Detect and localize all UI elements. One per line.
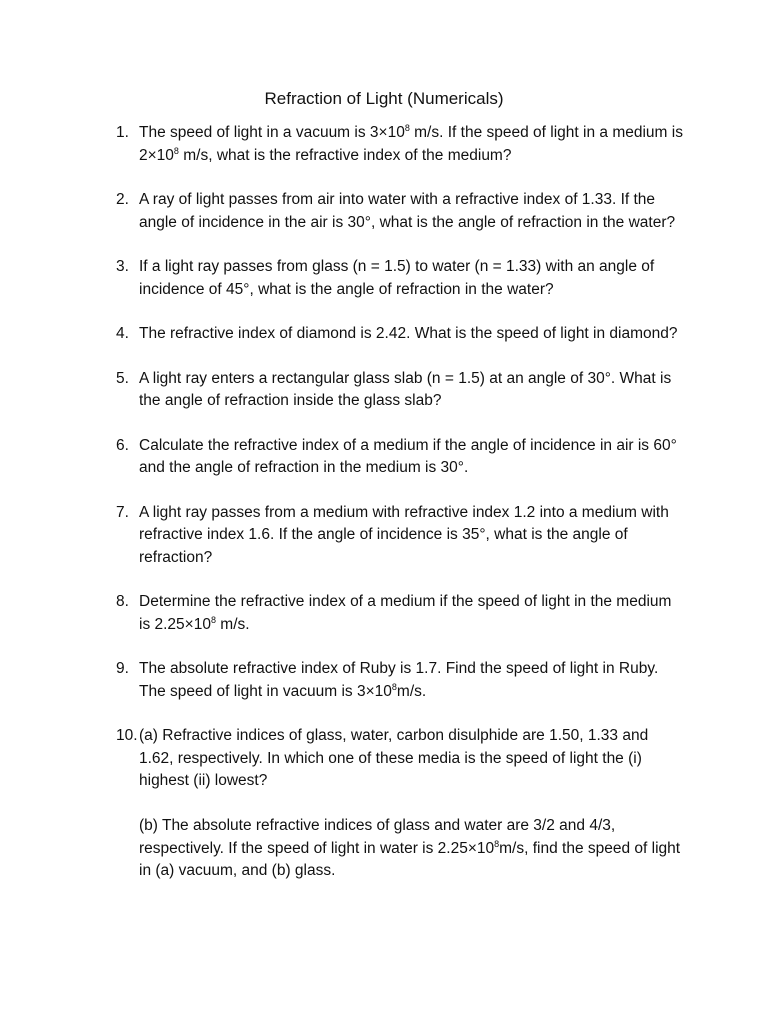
question-body bbox=[139, 725, 684, 883]
text-run: m/s, what is the refractive index of the medium? bbox=[178, 146, 512, 164]
question-number: 3. bbox=[116, 258, 129, 275]
question-body bbox=[139, 658, 684, 703]
superscript-exponent: 8 bbox=[404, 123, 410, 133]
question-body bbox=[139, 323, 684, 346]
text-run: A light ray enters a rectangular glass slab (n = 1.5) at an angle of 30°. What is the angle of refraction inside the glass slab? bbox=[139, 369, 672, 409]
question-item bbox=[0, 591, 768, 636]
superscript-exponent: 8 bbox=[391, 681, 397, 692]
text-run: m/s. bbox=[215, 615, 250, 633]
question-body bbox=[139, 189, 684, 234]
question-item bbox=[0, 323, 768, 346]
question-text bbox=[139, 189, 684, 234]
question-number: 10. bbox=[116, 727, 138, 744]
question-number: 7. bbox=[116, 503, 129, 521]
text-run: m/s, find the speed of light in (a) vacuum, and (b) glass. bbox=[139, 839, 681, 879]
question-body bbox=[139, 435, 684, 480]
question-text bbox=[139, 256, 684, 301]
text-run: (b) The absolute refractive indices of glass and water are 3/2 and 4/3, respectively. If the speed of light in water is 2.25×10 bbox=[139, 817, 616, 857]
question-number: 9. bbox=[116, 660, 129, 677]
question-number: 2. bbox=[116, 191, 129, 208]
question-number: 8. bbox=[116, 593, 129, 610]
text-run: m/s. If the speed of light in a medium is 2×10 bbox=[139, 124, 683, 164]
question-text bbox=[139, 502, 684, 570]
question-item bbox=[0, 725, 768, 883]
question-body bbox=[139, 368, 684, 413]
question-item bbox=[0, 658, 768, 703]
text-run: The absolute refractive index of Ruby is 1.7. Find the speed of light in Ruby. The speed of light in vacuum is 3×10 bbox=[139, 660, 659, 700]
question-text bbox=[139, 122, 684, 167]
question-item bbox=[0, 502, 768, 570]
text-run: (a) Refractive indices of glass, water, carbon disulphide are 1.50, 1.33 and 1.62, respectively. In which one of these media is the speed of light the (i) highest (ii) lowest? bbox=[139, 727, 649, 789]
question-number: 4. bbox=[116, 325, 129, 342]
question-text bbox=[139, 658, 684, 703]
question-text bbox=[139, 435, 684, 480]
text-run: If a light ray passes from glass (n = 1.5) to water (n = 1.33) with an angle of incidence of 45°, what is the angle of refraction in the water? bbox=[139, 258, 655, 298]
question-body bbox=[139, 502, 684, 570]
question-body bbox=[139, 256, 684, 301]
superscript-exponent: 8 bbox=[210, 614, 216, 625]
text-run: m/s. bbox=[396, 682, 427, 700]
question-item bbox=[0, 189, 768, 234]
question-item bbox=[0, 368, 768, 413]
text-run: A ray of light passes from air into water with a refractive index of 1.33. If the angle of incidence in the air is 30°, what is the angle of refraction in the water? bbox=[139, 191, 676, 231]
question-item bbox=[0, 122, 768, 167]
question-text bbox=[139, 323, 684, 346]
superscript-exponent: 8 bbox=[173, 145, 179, 156]
text-run: The refractive index of diamond is 2.42. What is the speed of light in diamond? bbox=[139, 325, 678, 342]
question-body bbox=[139, 591, 684, 636]
question-number: 1. bbox=[116, 124, 129, 141]
text-run: Calculate the refractive index of a medium if the angle of incidence in air is 60° and the angle of refraction in the medium is 30°. bbox=[139, 436, 677, 476]
question-text bbox=[139, 815, 684, 883]
superscript-exponent: 8 bbox=[494, 838, 500, 849]
question-list bbox=[0, 122, 768, 905]
question-text bbox=[139, 368, 684, 413]
question-number: 6. bbox=[116, 436, 129, 454]
question-item bbox=[0, 435, 768, 480]
question-number: 5. bbox=[116, 369, 129, 387]
text-run: A light ray passes from a medium with refractive index 1.2 into a medium with refractive index 1.6. If the angle of incidence is 35°, what is the angle of refraction? bbox=[139, 503, 669, 566]
text-run: Determine the refractive index of a medium if the speed of light in the medium is 2.25×10 bbox=[139, 593, 672, 633]
question-text bbox=[139, 591, 684, 636]
question-body bbox=[139, 122, 684, 167]
question-text bbox=[139, 725, 684, 793]
text-run: The speed of light in a vacuum is 3×10 bbox=[139, 124, 405, 141]
question-item bbox=[0, 256, 768, 301]
page-title: Refraction of Light (Numericals) bbox=[264, 89, 504, 108]
